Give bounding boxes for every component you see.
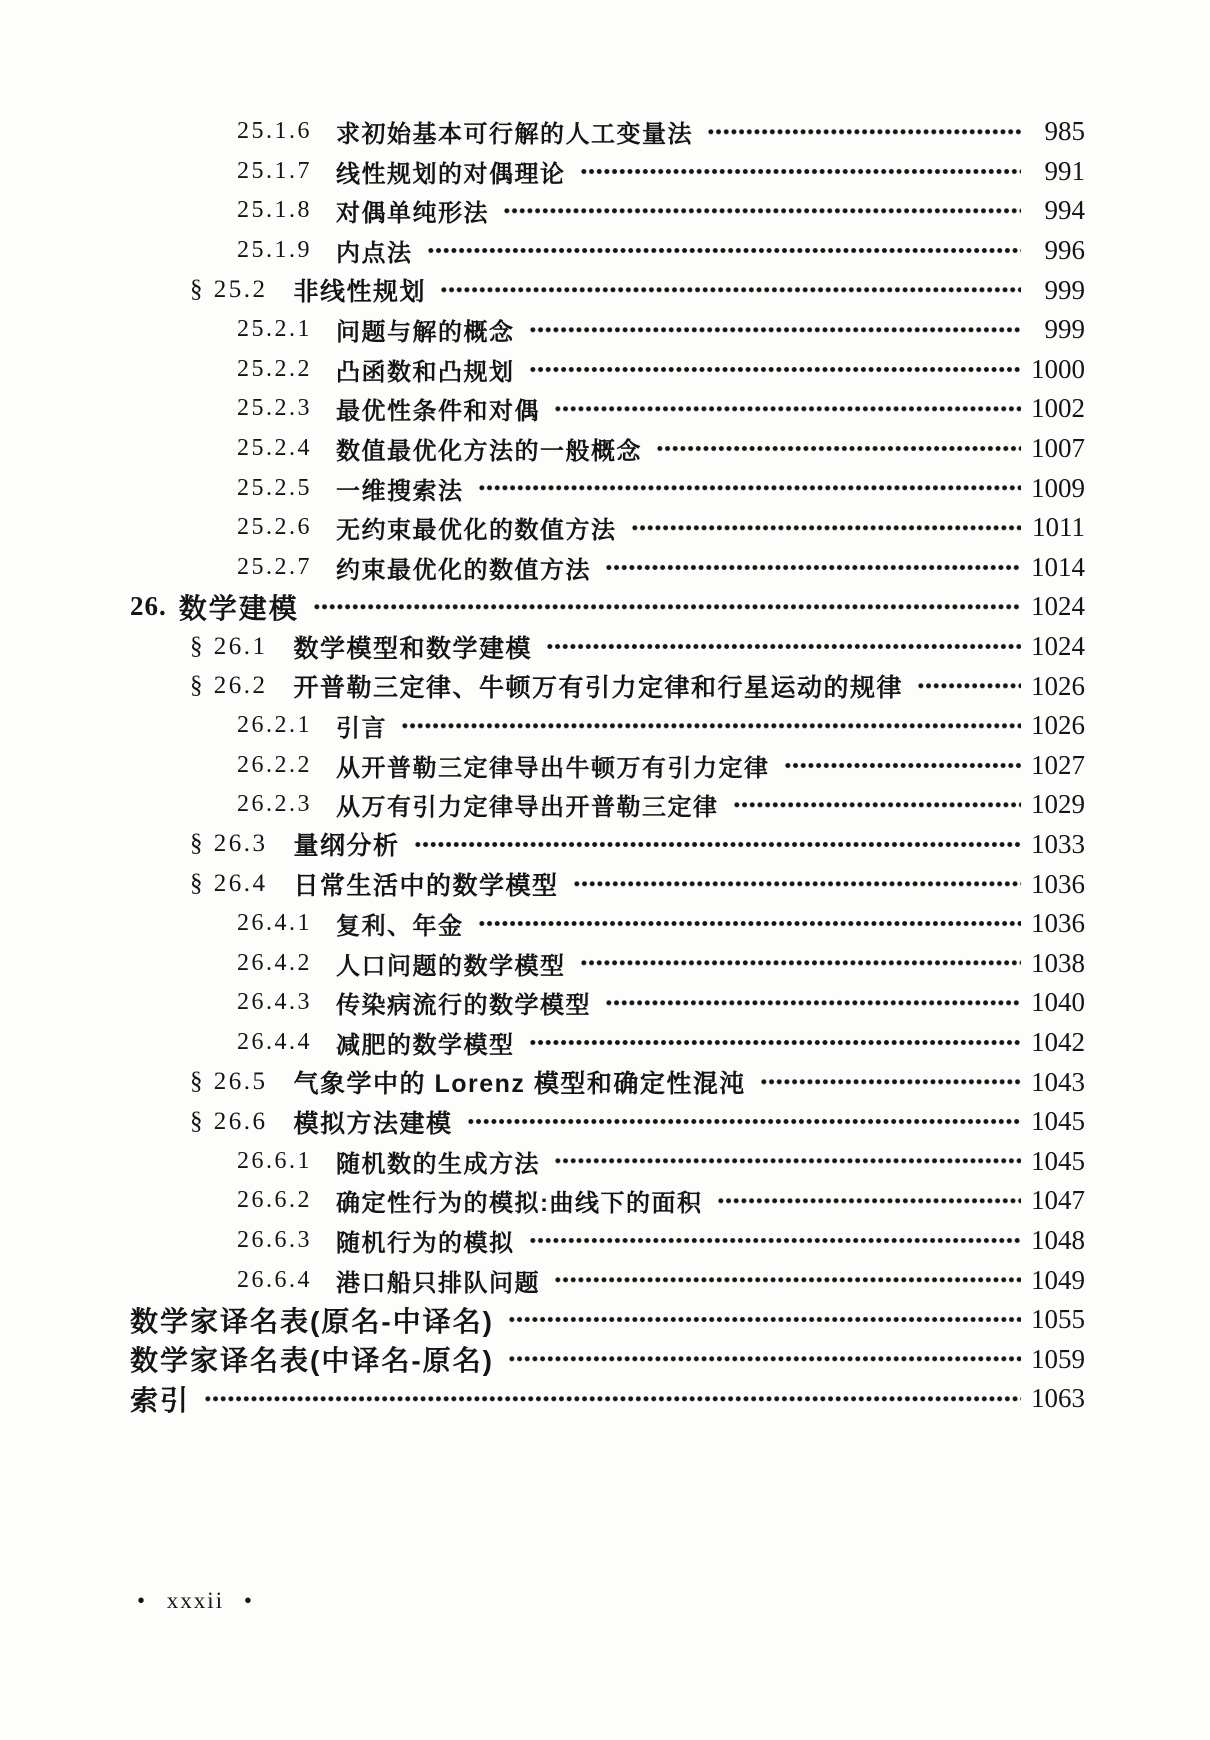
toc-entry-number: 25.2.6 — [237, 514, 312, 541]
toc-entry-page: 1026 — [1031, 710, 1085, 741]
leader-dots-icon — [554, 1260, 1021, 1300]
toc-entry — [0, 429, 1210, 469]
leader-dots-icon — [917, 666, 1021, 706]
toc-entry-number: § 26.2 — [190, 672, 268, 700]
toc-entry — [0, 904, 1210, 944]
toc-entry-page: 1063 — [1031, 1383, 1085, 1414]
toc-entry-title: 港口船只排队问题 — [336, 1269, 540, 1297]
toc-entry — [0, 310, 1210, 350]
toc-entry-title: 随机行为的模拟 — [336, 1229, 515, 1257]
toc-entry-page: 1009 — [1031, 472, 1085, 503]
toc-entry — [0, 706, 1210, 746]
leader-dots-icon — [760, 1062, 1021, 1102]
toc-entry-number: 26.2.1 — [237, 712, 312, 739]
toc-entry-title: 内点法 — [336, 240, 413, 268]
leader-dots-icon — [605, 548, 1021, 588]
leader-dots-icon — [605, 983, 1021, 1023]
toc-entry — [0, 1339, 1210, 1379]
toc-entry — [0, 666, 1210, 706]
toc-entry-title: 人口问题的数学模型 — [336, 952, 566, 980]
toc-entry-page: 1002 — [1031, 393, 1085, 424]
leader-dots-icon — [313, 587, 1021, 627]
toc-entry-title: 传染病流行的数学模型 — [336, 992, 591, 1020]
toc-entry — [0, 1141, 1210, 1181]
toc-entry — [0, 1300, 1210, 1340]
toc-entry-number: 26.2.2 — [237, 751, 312, 778]
toc-entry-number: § 26.5 — [190, 1068, 268, 1096]
leader-dots-icon — [656, 429, 1021, 469]
toc-entry-number: 25.1.9 — [237, 237, 312, 264]
toc-entry — [0, 191, 1210, 231]
leader-dots-icon — [478, 468, 1022, 508]
toc-entry — [0, 587, 1210, 627]
toc-entry-number: 26.6.2 — [237, 1187, 312, 1214]
toc-entry — [0, 152, 1210, 192]
toc-entry — [0, 746, 1210, 786]
toc-entry-page: 1059 — [1031, 1343, 1085, 1374]
toc-entry — [0, 1260, 1210, 1300]
toc-entry-number: 26.4.2 — [237, 949, 312, 976]
toc-entry-title: 确定性行为的模拟:曲线下的面积 — [336, 1190, 703, 1218]
toc-entry-page: 1024 — [1031, 631, 1085, 662]
toc-entry-title: 一维搜索法 — [336, 477, 464, 505]
toc-entry — [0, 112, 1210, 152]
toc-entry-number: 26.6.1 — [237, 1147, 312, 1174]
toc-entry-title: 问题与解的概念 — [336, 319, 515, 347]
leader-dots-icon — [427, 231, 1022, 271]
toc-entry-page: 1024 — [1031, 591, 1085, 622]
toc-entry — [0, 864, 1210, 904]
toc-entry-title: 数学建模 — [178, 592, 299, 624]
toc-entry-title: 数学家译名表(原名-中译名) — [130, 1305, 494, 1337]
toc-entry-title: 数值最优化方法的一般概念 — [336, 438, 642, 466]
toc-entry-number: 26.4.4 — [237, 1028, 312, 1055]
toc-entry-title: 求初始基本可行解的人工变量法 — [336, 121, 693, 149]
toc-entry — [0, 270, 1210, 310]
toc-entry-page: 1045 — [1031, 1145, 1085, 1176]
leader-dots-icon — [580, 152, 1022, 192]
toc-entry-title: 气象学中的 Lorenz 模型和确定性混沌 — [293, 1070, 746, 1099]
toc-entry-number: 26.6.4 — [237, 1266, 312, 1293]
toc-entry-number: 26.4.3 — [237, 989, 312, 1016]
leader-dots-icon — [546, 627, 1021, 667]
toc-entry-page: 1040 — [1031, 987, 1085, 1018]
toc-entry-number: 25.2.4 — [237, 435, 312, 462]
toc-entry-page: 1033 — [1031, 828, 1085, 859]
leader-dots-icon — [554, 389, 1021, 429]
toc-entry-number: § 26.6 — [190, 1107, 268, 1135]
toc-entry-page: 1014 — [1031, 551, 1085, 582]
toc-entry-title: 开普勒三定律、牛顿万有引力定律和行星运动的规律 — [293, 674, 904, 703]
toc-entry-title: 从万有引力定律导出开普勒三定律 — [336, 794, 719, 822]
toc-entry-number: 25.1.7 — [237, 157, 312, 184]
toc-entry-title: 数学家译名表(中译名-原名) — [130, 1345, 494, 1377]
toc-entry-page: 1049 — [1031, 1264, 1085, 1295]
toc-entry — [0, 231, 1210, 271]
toc-entry-page: 994 — [1044, 195, 1085, 226]
toc-entry-page: 996 — [1044, 235, 1085, 266]
toc-entry-title: 引言 — [336, 715, 387, 743]
toc-entry — [0, 508, 1210, 548]
toc-entry — [0, 548, 1210, 588]
leader-dots-icon — [503, 191, 1021, 231]
toc-entry-page: 1029 — [1031, 789, 1085, 820]
toc-entry-number: § 26.4 — [190, 870, 268, 898]
toc-entry-number: § 26.3 — [190, 830, 268, 858]
leader-dots-icon — [204, 1379, 1021, 1419]
leader-dots-icon — [478, 904, 1022, 944]
leader-dots-icon — [529, 1023, 1022, 1063]
toc-entry-number: 25.2.7 — [237, 553, 312, 580]
toc-entry-number: 25.2.3 — [237, 395, 312, 422]
toc-entry-page: 1007 — [1031, 433, 1085, 464]
toc-entry-number: 26. — [130, 591, 167, 622]
toc-entry — [0, 1023, 1210, 1063]
leader-dots-icon — [733, 785, 1022, 825]
toc-entry-page: 1038 — [1031, 947, 1085, 978]
toc-entry-number: 25.2.1 — [237, 316, 312, 343]
toc-entry-title: 数学模型和数学建模 — [293, 634, 533, 663]
toc-entry-title: 减肥的数学模型 — [336, 1031, 515, 1059]
toc-entry-number: 26.4.1 — [237, 910, 312, 937]
toc-entry-title: 索引 — [130, 1384, 191, 1416]
toc-entry — [0, 825, 1210, 865]
toc-entry-number: 25.1.6 — [237, 118, 312, 145]
toc-entry-number: § 25.2 — [190, 276, 268, 304]
toc-entry — [0, 468, 1210, 508]
toc-entry-title: 复利、年金 — [336, 913, 464, 941]
toc-entry-page: 1011 — [1032, 512, 1085, 543]
toc-entry-title: 随机数的生成方法 — [336, 1150, 540, 1178]
leader-dots-icon — [508, 1339, 1021, 1379]
toc-entry-title: 对偶单纯形法 — [336, 200, 489, 228]
toc-entry-page: 985 — [1044, 116, 1085, 147]
toc-entry-title: 无约束最优化的数值方法 — [336, 517, 617, 545]
leader-dots-icon — [554, 1141, 1021, 1181]
toc-entry — [0, 1102, 1210, 1142]
toc-entry-page: 991 — [1044, 155, 1085, 186]
toc-entry — [0, 1062, 1210, 1102]
toc-entry-page: 1047 — [1031, 1185, 1085, 1216]
toc-entry-number: 26.2.3 — [237, 791, 312, 818]
toc-entry-page: 1026 — [1031, 670, 1085, 701]
leader-dots-icon — [440, 270, 1021, 310]
toc-entry-number: 26.6.3 — [237, 1226, 312, 1253]
toc-list — [0, 112, 1210, 1419]
toc-entry — [0, 389, 1210, 429]
toc-entry-page: 1042 — [1031, 1026, 1085, 1057]
leader-dots-icon — [631, 508, 1022, 548]
toc-entry-title: 约束最优化的数值方法 — [336, 556, 591, 584]
toc-entry-page: 1055 — [1031, 1304, 1085, 1335]
toc-entry-title: 线性规划的对偶理论 — [336, 160, 566, 188]
leader-dots-icon — [467, 1102, 1021, 1142]
leader-dots-icon — [580, 943, 1022, 983]
leader-dots-icon — [508, 1300, 1021, 1340]
toc-entry — [0, 983, 1210, 1023]
toc-entry-number: 25.2.5 — [237, 474, 312, 501]
toc-entry-number: 25.2.2 — [237, 355, 312, 382]
folio-label: • xxxii • — [137, 1588, 254, 1613]
toc-entry — [0, 943, 1210, 983]
toc-entry-page: 1000 — [1031, 353, 1085, 384]
toc-entry-title: 量纲分析 — [293, 832, 400, 861]
toc-entry — [0, 1379, 1210, 1419]
leader-dots-icon — [529, 350, 1022, 390]
leader-dots-icon — [529, 1221, 1022, 1261]
toc-entry-page: 1036 — [1031, 868, 1085, 899]
toc-entry-number: 25.1.8 — [237, 197, 312, 224]
leader-dots-icon — [707, 112, 1021, 152]
leader-dots-icon — [529, 310, 1022, 350]
toc-entry — [0, 627, 1210, 667]
toc-entry-title: 模拟方法建模 — [293, 1109, 453, 1138]
toc-entry — [0, 1181, 1210, 1221]
leader-dots-icon — [717, 1181, 1022, 1221]
leader-dots-icon — [414, 825, 1021, 865]
toc-entry — [0, 350, 1210, 390]
toc-entry-page: 1048 — [1031, 1224, 1085, 1255]
toc-entry-page: 1045 — [1031, 1106, 1085, 1137]
toc-entry-page: 1027 — [1031, 749, 1085, 780]
toc-entry-title: 非线性规划 — [293, 278, 427, 307]
toc-entry — [0, 785, 1210, 825]
toc-entry-title: 最优性条件和对偶 — [336, 398, 540, 426]
toc-entry — [0, 1221, 1210, 1261]
leader-dots-icon — [784, 746, 1022, 786]
toc-entry-page: 999 — [1044, 314, 1085, 345]
toc-entry-page: 1036 — [1031, 908, 1085, 939]
toc-entry-title: 凸函数和凸规划 — [336, 358, 515, 386]
leader-dots-icon — [573, 864, 1021, 904]
toc-entry-page: 1043 — [1031, 1066, 1085, 1097]
toc-entry-page: 999 — [1044, 274, 1085, 305]
leader-dots-icon — [401, 706, 1021, 746]
toc-entry-title: 日常生活中的数学模型 — [293, 872, 559, 901]
toc-entry-number: § 26.1 — [190, 632, 268, 660]
page-footer — [137, 1588, 254, 1614]
toc-entry-title: 从开普勒三定律导出牛顿万有引力定律 — [336, 754, 770, 782]
